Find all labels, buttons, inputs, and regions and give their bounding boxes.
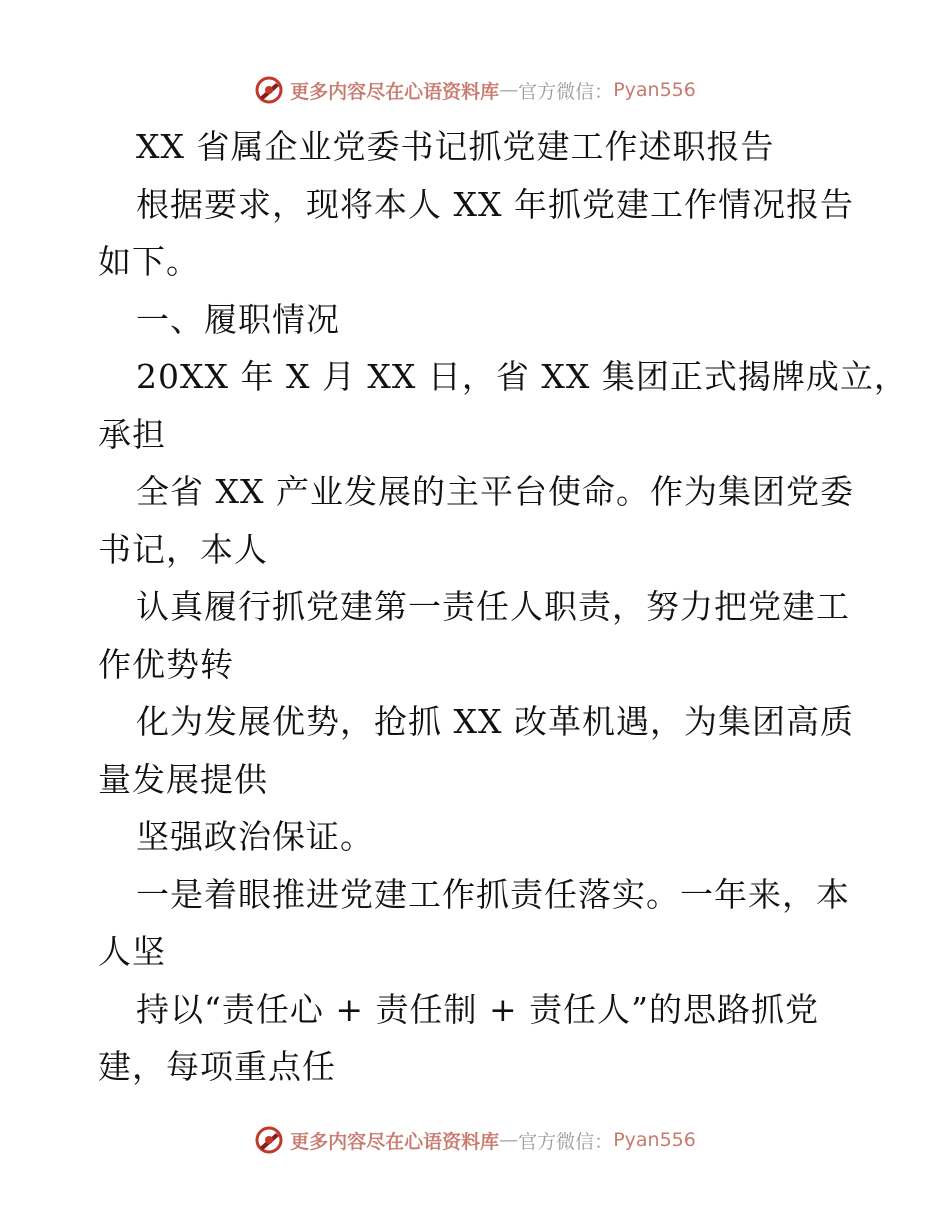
watermark-wechat-label: 官方微信： xyxy=(518,80,614,103)
document-line: XX 省属企业党委书记抓党建工作述职报告 xyxy=(136,127,775,166)
pen-logo-icon xyxy=(254,75,284,105)
watermark-wechat-id: Pyan556 xyxy=(613,1129,696,1151)
document-line: 承担 xyxy=(98,414,166,454)
document-line: 20XX 年 X 月 XX 日，省 XX 集团正式揭牌成立， xyxy=(136,357,908,396)
document-line: 持以“责任心 + 责任制 + 责任人”的思路抓党 xyxy=(136,989,820,1029)
watermark-wechat-id: Pyan556 xyxy=(613,79,696,101)
pen-logo-icon xyxy=(254,1125,284,1155)
document-line: 作优势转 xyxy=(98,644,234,684)
document-line: 一是着眼推进党建工作抓责任落实。一年来，本 xyxy=(136,874,850,914)
document-line: 人坚 xyxy=(98,932,166,971)
document-line: 建，每项重点任 xyxy=(98,1047,336,1086)
document-line: 化为发展优势，抢抓 XX 改革机遇，为集团高质 xyxy=(136,702,854,741)
document-line: 认真履行抓党建第一责任人职责，努力把党建工 xyxy=(136,587,850,626)
document-line: 全省 XX 产业发展的主平台使命。作为集团党委 xyxy=(136,472,854,511)
document-line: 坚强政治保证。 xyxy=(136,817,374,856)
header-watermark xyxy=(0,70,950,110)
document-line: 根据要求，现将本人 XX 年抓党建工作情况报告 xyxy=(136,184,854,224)
document-line: 一、履职情况 xyxy=(136,299,340,339)
watermark-dash: — xyxy=(499,1129,519,1151)
watermark-brand-text: 更多内容尽在心语资料库 xyxy=(290,80,500,103)
watermark-wechat-label: 官方微信： xyxy=(518,1130,614,1153)
document-line: 如下。 xyxy=(98,242,200,281)
document-line: 量发展提供 xyxy=(98,759,268,799)
footer-watermark xyxy=(0,1120,950,1160)
watermark-brand-text: 更多内容尽在心语资料库 xyxy=(290,1130,500,1153)
document-line: 书记，本人 xyxy=(98,529,268,569)
watermark-dash: — xyxy=(499,79,519,101)
